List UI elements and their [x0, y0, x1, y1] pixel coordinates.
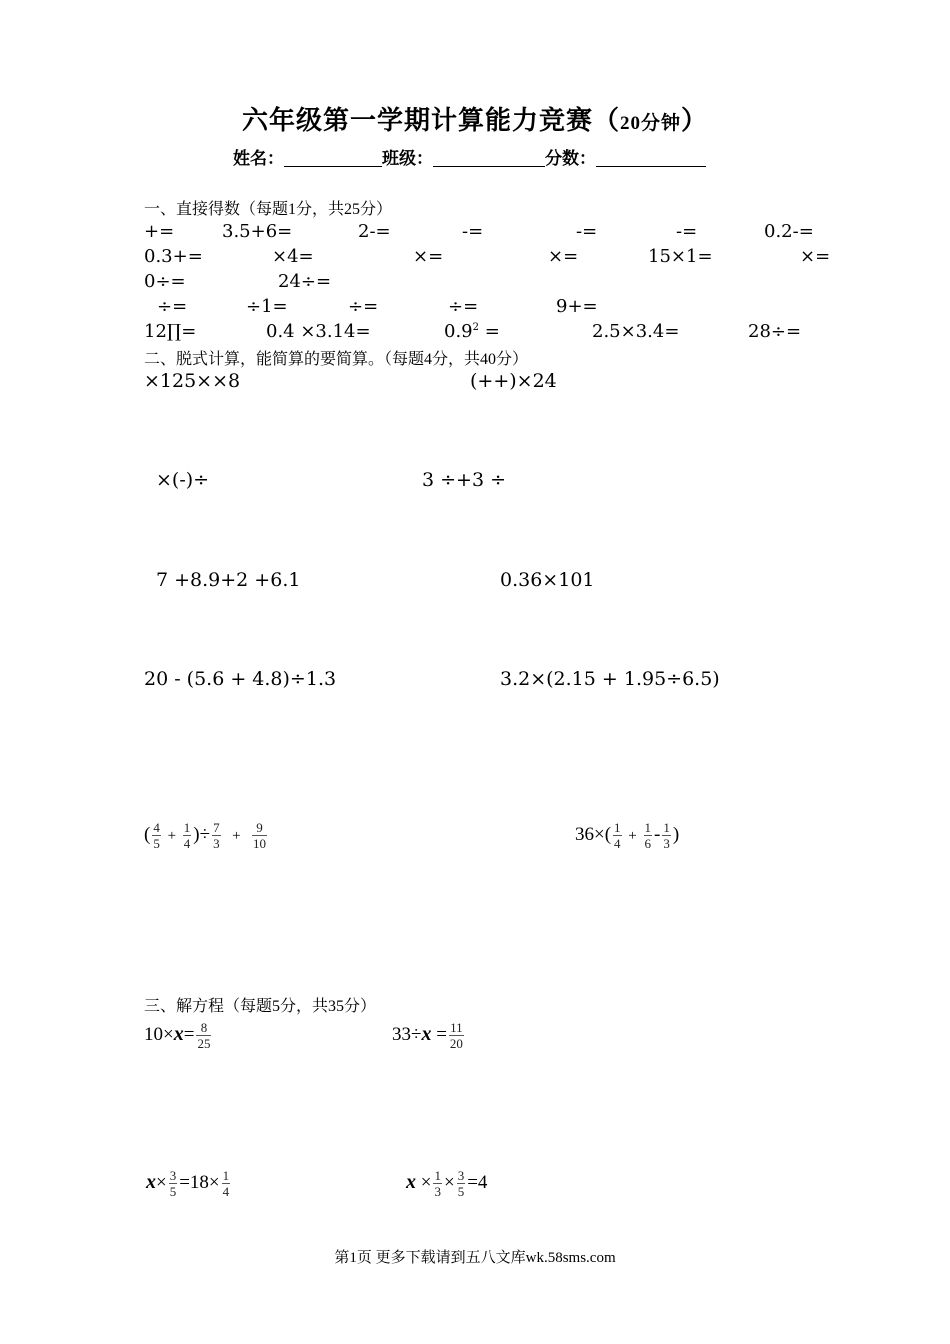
score-blank[interactable]	[596, 150, 706, 167]
minus-sign: -	[654, 823, 661, 845]
denominator: 3	[434, 1184, 441, 1199]
s1-r1-c2: 3.5+6=	[222, 221, 293, 242]
numerator: 4	[153, 820, 160, 835]
problem-2: (++)×24	[470, 370, 557, 392]
p10-pre: 36×(	[575, 823, 612, 845]
denominator: 4	[222, 1184, 230, 1199]
numerator: 7	[213, 820, 220, 835]
section2-heading: 二、脱式计算，能简算的要简算。（每题4分，共40分）	[144, 351, 529, 368]
denominator: 3	[663, 836, 670, 851]
name-label: 姓名：	[233, 149, 284, 168]
problem-4: 3 ÷+3 ÷	[422, 469, 507, 491]
equation-2	[392, 1020, 466, 1051]
s1-r3-c1: 0÷=	[144, 271, 186, 292]
title-main: 六年级第一学期计算能力竞赛（	[241, 106, 620, 135]
student-info-line	[233, 144, 706, 169]
fraction	[662, 820, 671, 851]
equation-1	[144, 1020, 213, 1051]
numerator: 3	[457, 1168, 465, 1183]
numerator: 1	[644, 820, 652, 835]
denominator: 3	[213, 836, 220, 851]
plus-sign: +	[232, 827, 241, 844]
fraction	[152, 820, 161, 851]
e2-pre: 33÷	[392, 1023, 422, 1045]
s1-r3-c2: 24÷=	[278, 271, 332, 292]
s1-r5-c2: 0.4 ×3.14=	[266, 321, 371, 342]
fraction	[196, 1020, 211, 1051]
denominator: 5	[457, 1184, 465, 1199]
s1-r2-c6: ×=	[800, 246, 831, 267]
power-base: 0.9	[444, 321, 473, 342]
equation-3	[146, 1168, 232, 1199]
numerator: 1	[614, 820, 621, 835]
denominator: 20	[449, 1036, 463, 1051]
problem-3: ×(-)÷	[156, 469, 210, 491]
s1-r5-c3	[444, 321, 500, 342]
fraction	[613, 820, 622, 851]
s1-r5-c5: 28÷=	[748, 321, 802, 342]
s1-r1-c4: -=	[462, 221, 484, 242]
equals-sign: =	[183, 1023, 195, 1045]
s1-r4-c1: ÷=	[157, 296, 188, 317]
s1-r2-c3: ×=	[413, 246, 444, 267]
denominator: 4	[614, 836, 621, 851]
fraction	[222, 1168, 231, 1199]
numerator: 9	[256, 820, 263, 835]
problem-1: ×125××8	[144, 370, 241, 392]
fraction	[252, 820, 267, 851]
title-close: ）	[681, 106, 709, 135]
denominator: 4	[183, 836, 191, 851]
s1-r1-c7: 0.2-=	[764, 221, 814, 242]
denominator: 5	[169, 1184, 177, 1199]
denominator: 6	[644, 836, 652, 851]
section3-heading: 三、解方程（每题5分，共35分）	[144, 998, 377, 1015]
problem-5: 7 +8.9+2 +6.1	[156, 569, 301, 591]
equals-sign: =	[431, 1023, 447, 1045]
s1-r4-c2: ÷1=	[246, 296, 288, 317]
numerator: 3	[169, 1168, 177, 1183]
numerator: 8	[200, 1020, 208, 1035]
power-eq: =	[479, 321, 500, 342]
s1-r5-c1: 12∏=	[144, 321, 197, 342]
s1-r4-c4: ÷=	[448, 296, 479, 317]
numerator: 11	[450, 1020, 463, 1035]
s1-r1-c1: +=	[144, 221, 175, 242]
e4-tail: =4	[467, 1171, 488, 1193]
e1-pre: 10×	[144, 1023, 174, 1045]
plus-sign: +	[628, 827, 637, 844]
class-blank[interactable]	[433, 150, 545, 167]
denominator: 10	[253, 836, 267, 851]
class-label: 班级：	[382, 149, 433, 168]
times-sign: ×	[156, 1171, 167, 1193]
problem-10	[575, 820, 679, 851]
numerator: 1	[222, 1168, 230, 1183]
denominator: 5	[153, 836, 160, 851]
variable-x: x	[146, 1170, 156, 1193]
s1-r4-c3: ÷=	[348, 296, 379, 317]
variable-x: x	[421, 1022, 432, 1045]
score-label: 分数：	[545, 149, 596, 168]
problem-9	[144, 820, 269, 851]
s1-r1-c6: -=	[676, 221, 698, 242]
fraction	[169, 1168, 178, 1199]
power-exponent: 2	[472, 322, 480, 333]
p10-close: )	[672, 823, 680, 845]
fraction	[644, 820, 653, 851]
s1-r1-c5: -=	[576, 221, 598, 242]
p9-open: (	[144, 823, 151, 845]
problem-7: 20 - (5.6 + 4.8)÷1.3	[144, 668, 337, 690]
numerator: 1	[183, 820, 191, 835]
s1-r2-c1: 0.3+=	[144, 246, 203, 267]
name-blank[interactable]	[284, 150, 382, 167]
plus-sign: +	[167, 827, 177, 844]
s1-r5-c4: 2.5×3.4=	[592, 321, 680, 342]
fraction	[449, 1020, 464, 1051]
numerator: 1	[663, 820, 670, 835]
s1-r2-c2: ×4=	[272, 246, 314, 267]
s1-r2-c4: ×=	[548, 246, 579, 267]
e3-mid: =18×	[179, 1171, 220, 1193]
s1-r2-c5: 15×1=	[648, 246, 713, 267]
problem-8: 3.2×(2.15 + 1.95÷6.5)	[500, 668, 720, 690]
s1-r4-c5: 9+=	[556, 296, 598, 317]
problem-6: 0.36×101	[500, 569, 595, 591]
times-sign: ×	[416, 1171, 432, 1193]
variable-x: x	[406, 1170, 416, 1193]
fraction	[212, 820, 221, 851]
fraction	[183, 820, 192, 851]
page-footer: 第1页 更多下载请到五八文库wk.58sms.com	[334, 1250, 616, 1266]
page-title	[0, 100, 950, 137]
variable-x: x	[173, 1022, 184, 1045]
denominator: 25	[197, 1036, 211, 1051]
equation-4	[406, 1168, 487, 1199]
section1-heading: 一、直接得数（每题1分，共25分）	[144, 201, 393, 218]
s1-r1-c3: 2-=	[358, 221, 391, 242]
numerator: 1	[434, 1168, 441, 1183]
fraction	[457, 1168, 466, 1199]
times-sign: ×	[443, 1171, 455, 1193]
fraction	[433, 1168, 442, 1199]
p9-mid: )÷	[193, 823, 211, 845]
title-minutes: 20分钟	[619, 113, 681, 134]
